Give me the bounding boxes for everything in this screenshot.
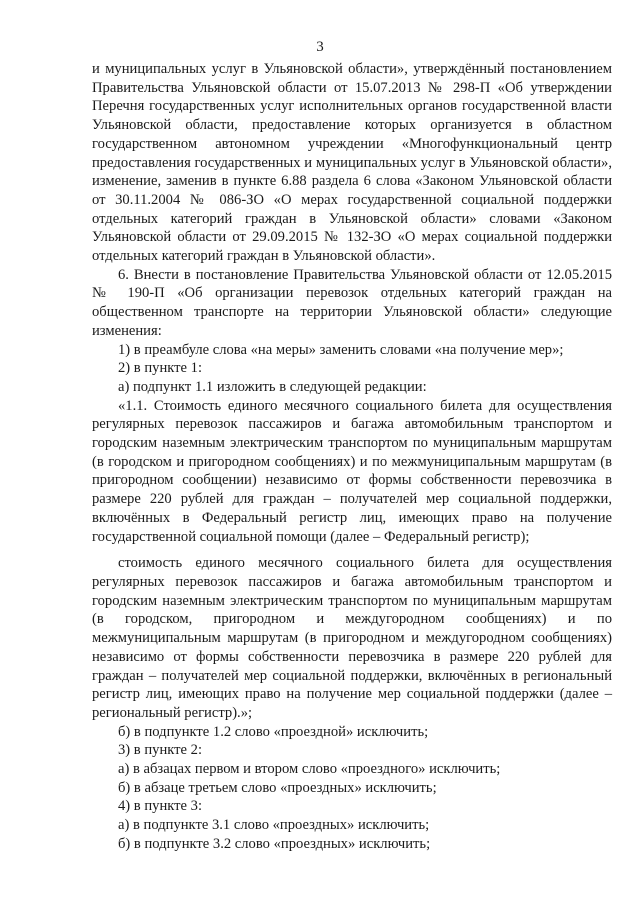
paragraph-subitem-4b: б) в подпункте 3.2 слово «проездных» исключить; — [118, 835, 431, 852]
paragraph-continuation: и муниципальных услуг в Ульяновской области», утверждённый постановлением Правительства Ульяновской области от 15.07.2013 № 298-П «Об утверждении Перечня государственных услуг исполнительных органов государственной власти Ульяновской области, предоставление которых организуется в областном государственном автономном учреждении «Многофункциональный центр предоставления государственных и муниципальных услуг в Ульяновской области», изменение, заменив в пункте 6.88 раздела 6 слова «Законом Ульяновской области от 30.11.2004 № 086-ЗО «О мерах государственной социальной поддержки отдельных категорий граждан в Ульяновской области» словами «Законом Ульяновской области от 29.09.2015 № 132-ЗО «О мерах социальной поддержки отдельных категорий граждан в Ульяновской области». — [92, 61, 612, 265]
paragraph-subitem-3: 3) в пункте 2: — [118, 742, 203, 759]
page-number: 3 — [316, 39, 324, 55]
paragraph-quote-1-1: «1.1. Стоимость единого месячного социального билета для осуществления регулярных перевозок пассажиров и багажа автомобильным транспортом и городским наземным электрическим транспортом по муниципальным маршрутам (в городском и пригородном сообщениях) и по межмуниципальным маршрутам (в пригородном сообщении) независимо от формы собственности перевозчика в размере 220 рублей для граждан – получателей мер социальной поддержки, включённых в Федеральный регистр лиц, имеющих право на получение государственной социальной помощи (далее – Федеральный регистр); — [92, 397, 612, 545]
paragraph-quote-1-1-cont: стоимость единого месячного социального билета для осуществления регулярных перевозок пассажиров и багажа автомобильным транспортом и городским наземным электрическим транспортом по муниципальным маршрутам (в городском, пригородном и междугородном сообщениях) и по межмуниципальным маршрутам (в пригородном и междугородном сообщениях) независимо от формы собственности перевозчика в размере 220 рублей для граждан – получателей мер социальной поддержки, включённых в региональный регистр лиц, имеющих право на получение мер социальной поддержки (далее – региональный регистр).»; — [92, 555, 612, 721]
paragraph-subitem-3a: а) в абзацах первом и втором слово «проездного» исключить; — [118, 761, 501, 778]
document-body — [92, 60, 612, 854]
paragraph-item-6: 6. Внести в постановление Правительства Ульяновской области от 12.05.2015 № 190-П «Об организации перевозок отдельных категорий граждан на общественном транспорте на территории Ульяновской области» следующие изменения: — [92, 266, 612, 339]
paragraph-subitem-3b: б) в абзаце третьем слово «проездных» исключить; — [118, 779, 437, 796]
paragraph-subitem-2b: б) в подпункте 1.2 слово «проездной» исключить; — [118, 723, 429, 740]
paragraph-subitem-4a: а) в подпункте 3.1 слово «проездных» исключить; — [118, 817, 430, 834]
paragraph-subitem-2a: а) подпункт 1.1 изложить в следующей редакции: — [118, 378, 427, 395]
paragraph-subitem-1: 1) в преамбуле слова «на меры» заменить словами «на получение мер»; — [118, 341, 564, 358]
paragraph-subitem-2: 2) в пункте 1: — [118, 360, 203, 377]
paragraph-subitem-4: 4) в пункте 3: — [118, 798, 203, 815]
